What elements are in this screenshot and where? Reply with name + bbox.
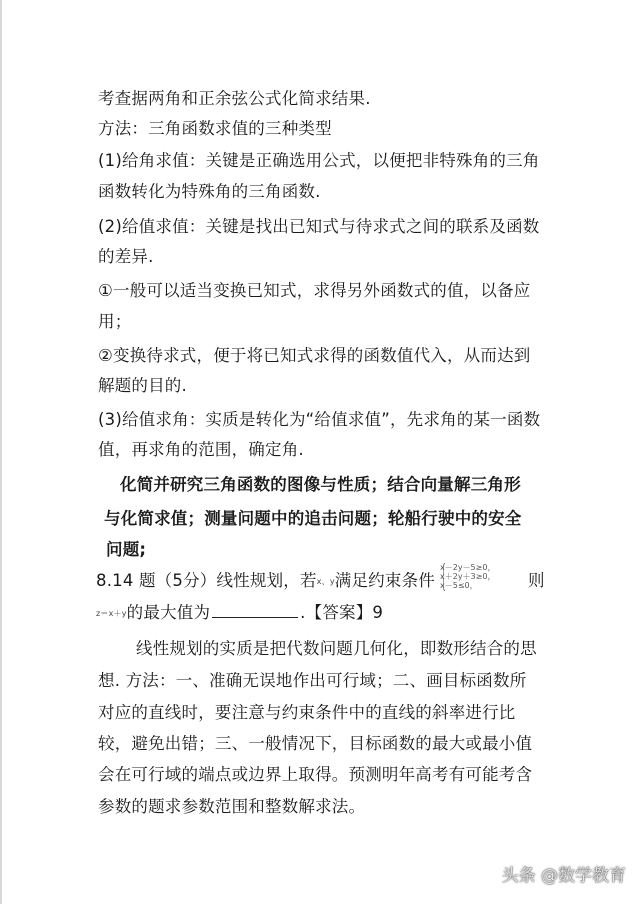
analysis-line-4: 较，避免出错；三、一般情况下，目标函数的最大或最小值 [98, 734, 533, 753]
text-line-11: (3)给值求角：实质是转化为“给值求值”，先求角的某一函数 [98, 410, 541, 429]
objective-expression: z＝x＋y [96, 609, 127, 618]
analysis-line-1: 线性规划的实质是把代数问题几何化，即数形结合的思 [136, 639, 537, 658]
question-line-1 [96, 570, 435, 592]
analysis-line-3: 对应的直线时，要注意与约束条件中的直线的斜率进行比 [98, 703, 516, 722]
brace-icon: { [439, 559, 448, 594]
analysis-line-6: 参数的题求参数范围和整数解求法。 [98, 797, 366, 816]
watermark: 头条 @数学教育 [501, 866, 626, 886]
text-line-6: 的差异. [98, 247, 154, 266]
text-line-3: (1)给角求值：关键是正确选用公式，以便把非特殊角的三角 [98, 151, 540, 170]
text-line-7: ①一般可以适当变换已知式，求得另外函数式的值，以备应 [98, 281, 531, 300]
text-line-9: ②变换待求式，便于将已知式求得的函数值代入，从而达到 [98, 346, 531, 365]
text-line-2: 方法：三角函数求值的三种类型 [98, 119, 332, 138]
text-line-5: (2)给值求值：关键是找出已知式与待求式之间的联系及函数 [98, 217, 540, 236]
constraint-2: x＋2y＋3≥0， [440, 572, 496, 581]
question-line-2 [96, 602, 383, 624]
question-suffix: 则 [528, 571, 545, 590]
text-line-10: 解题的目的. [98, 376, 187, 395]
text-line-8: 用； [98, 312, 132, 331]
constraint-3: x－5≤0， [440, 581, 478, 590]
bold-line-3: 问题; [106, 540, 147, 559]
bold-line-1: 化简并研究三角函数的图像与性质；结合向量解三角形 [120, 475, 521, 494]
text-line-12: 值，再求角的范围，确定角. [98, 440, 304, 459]
question-ask: 的最大值为 [126, 603, 211, 622]
constraint-1: x－2y－5≥0， [440, 563, 496, 572]
question-middle: 满足约束条件 [334, 571, 435, 590]
answer-blank [212, 603, 298, 618]
text-line-4: 函数转化为特殊角的三角函数. [98, 182, 321, 201]
question-prefix: 8.14 题（5分）线性规划，若 [96, 571, 317, 590]
answer-text: .【答案】9 [300, 603, 384, 622]
constraint-system [439, 559, 496, 594]
question-vars: x、y [316, 577, 335, 586]
analysis-line-2: 想. 方法：一、准确无误地作出可行域；二、画目标函数所 [98, 671, 527, 690]
text-line-1: 考查据两角和正余弦公式化简求结果. [98, 89, 371, 108]
bold-line-2: 与化简求值；测量问题中的追击问题；轮船行驶中的安全 [104, 509, 522, 528]
analysis-line-5: 会在可行域的端点或边界上取得。预测明年高考有可能考含 [98, 765, 533, 784]
